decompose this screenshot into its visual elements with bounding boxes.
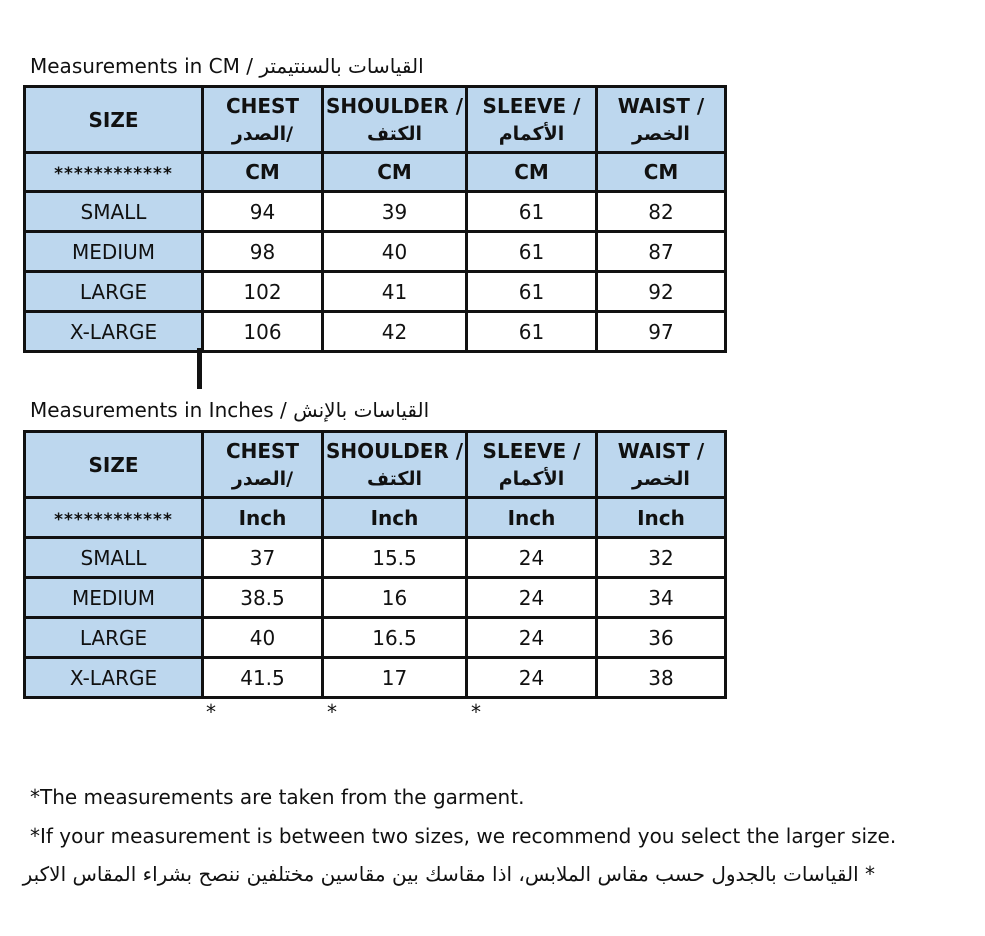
column-divider-stub — [197, 348, 202, 389]
note-garment: *The measurements are taken from the garment. — [30, 785, 525, 809]
shoulder-value: 41 — [323, 272, 467, 312]
table-row — [25, 312, 726, 352]
sleeve-value: 61 — [467, 192, 597, 232]
waist-header: WAIST / الخصر — [597, 87, 726, 153]
cm-size-table — [23, 85, 727, 353]
chest-value: 37 — [203, 538, 323, 578]
size-label: LARGE — [25, 272, 203, 312]
note-arabic: * القياسات بالجدول حسب مقاس الملابس، اذا مقاسك بين مقاسين مختلفين ننصح بشراء المقاس الاكبر — [22, 862, 875, 886]
chest-value: 38.5 — [203, 578, 323, 618]
waist-value: 36 — [597, 618, 726, 658]
asterisk-mark: * — [327, 700, 337, 724]
size-label: MEDIUM — [25, 578, 203, 618]
sleeve-value: 61 — [467, 232, 597, 272]
waist-value: 87 — [597, 232, 726, 272]
size-label: LARGE — [25, 618, 203, 658]
sleeve-header: SLEEVE / الأكمام — [467, 432, 597, 498]
sleeve-header: SLEEVE / الأكمام — [467, 87, 597, 153]
asterisk-mark: * — [471, 700, 481, 724]
table-row — [25, 538, 726, 578]
note-between-sizes: *If your measurement is between two sizes, we recommend you select the larger size. — [30, 824, 897, 848]
chest-value: 94 — [203, 192, 323, 232]
waist-value: 34 — [597, 578, 726, 618]
inch-table-caption: Measurements in Inches / القياسات بالإنش — [30, 398, 430, 422]
table-row — [25, 578, 726, 618]
unit-cell: CM — [203, 153, 323, 192]
unit-cell: Inch — [597, 498, 726, 538]
shoulder-value: 40 — [323, 232, 467, 272]
table-row — [25, 232, 726, 272]
waist-value: 97 — [597, 312, 726, 352]
chest-header: CHEST /الصدر — [203, 87, 323, 153]
unit-row — [25, 498, 726, 538]
shoulder-value: 17 — [323, 658, 467, 698]
size-label: X-LARGE — [25, 658, 203, 698]
table-row — [25, 192, 726, 232]
size-label: X-LARGE — [25, 312, 203, 352]
waist-value: 38 — [597, 658, 726, 698]
unit-cell: CM — [323, 153, 467, 192]
waist-header: WAIST / الخصر — [597, 432, 726, 498]
size-label: SMALL — [25, 538, 203, 578]
chest-value: 98 — [203, 232, 323, 272]
cm-table-caption: Measurements in CM / القياسات بالسنتيمتر — [30, 54, 424, 78]
inch-size-table — [23, 430, 727, 699]
unit-cell: CM — [597, 153, 726, 192]
unit-cell: CM — [467, 153, 597, 192]
table-row — [25, 658, 726, 698]
unit-row — [25, 153, 726, 192]
shoulder-header: SHOULDER / الكتف — [323, 87, 467, 153]
unit-cell: Inch — [203, 498, 323, 538]
unit-row-placeholder: ************ — [25, 498, 203, 538]
waist-value: 32 — [597, 538, 726, 578]
chest-value: 106 — [203, 312, 323, 352]
size-label: SMALL — [25, 192, 203, 232]
sleeve-value: 24 — [467, 618, 597, 658]
header-row — [25, 432, 726, 498]
shoulder-value: 16 — [323, 578, 467, 618]
waist-value: 92 — [597, 272, 726, 312]
asterisk-mark: * — [206, 700, 216, 724]
shoulder-value: 15.5 — [323, 538, 467, 578]
chest-value: 41.5 — [203, 658, 323, 698]
table-row — [25, 272, 726, 312]
chest-value: 102 — [203, 272, 323, 312]
unit-cell: Inch — [323, 498, 467, 538]
size-label: MEDIUM — [25, 232, 203, 272]
size-header: SIZE — [25, 87, 203, 153]
shoulder-value: 42 — [323, 312, 467, 352]
shoulder-header: SHOULDER / الكتف — [323, 432, 467, 498]
header-row — [25, 87, 726, 153]
sleeve-value: 61 — [467, 312, 597, 352]
sleeve-value: 61 — [467, 272, 597, 312]
size-header: SIZE — [25, 432, 203, 498]
table-row — [25, 618, 726, 658]
unit-row-placeholder: ************ — [25, 153, 203, 192]
chest-value: 40 — [203, 618, 323, 658]
sleeve-value: 24 — [467, 578, 597, 618]
shoulder-value: 16.5 — [323, 618, 467, 658]
chest-header: CHEST /الصدر — [203, 432, 323, 498]
shoulder-value: 39 — [323, 192, 467, 232]
waist-value: 82 — [597, 192, 726, 232]
sleeve-value: 24 — [467, 538, 597, 578]
sleeve-value: 24 — [467, 658, 597, 698]
unit-cell: Inch — [467, 498, 597, 538]
